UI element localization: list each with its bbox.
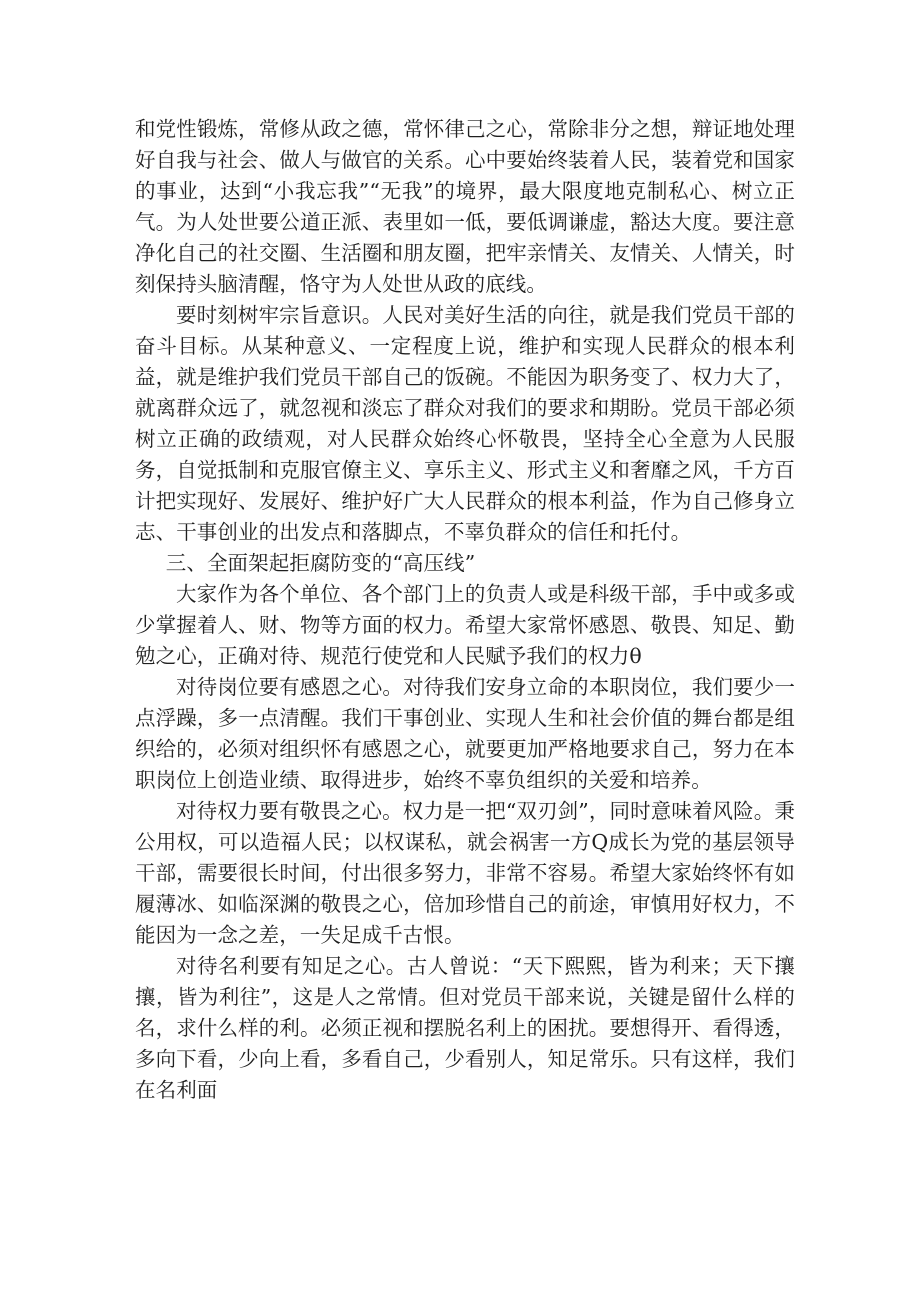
paragraph-party-spirit-continued: 和党性锻炼，常修从政之德，常怀律己之心，常除非分之想，辩证地处理好自我与社会、做人与做官的关系。心中要始终装着人民，装着党和国家的事业，达到“小我忘我”“无我”的境界，最大限度地克制私心、树立正气。为人处世要公道正派、表里如一低，要低调谦虚，豁达大度。要注意净化自己的社交圈、生活圈和朋友圈，把牢亲情关、友情关、人情关，时刻保持头脑清醒，恪守为人处世从政的底线。 <box>135 117 795 296</box>
paragraph-awe-of-power: 对待权力要有敬畏之心。权力是一把“双刃剑”，同时意味着风险。秉公用权，可以造福人民；以权谋私，就会祸害一方Q成长为党的基层领导干部，需要很长时间，付出很多努力，非常不容易。希望大家始终怀有如履薄冰、如临深渊的敬畏之心，倍加珍惜自己的前途，审慎用好权力，不能因为一念之差，一失足成千古恨。 <box>135 799 795 947</box>
paragraph-purpose-awareness: 要时刻树牢宗旨意识。人民对美好生活的向往，就是我们党员干部的奋斗目标。从某种意义、一定程度上说，维护和实现人民群众的根本利益，就是维护我们党员干部自己的饭碗。不能因为职务变了、权力大了，就离群众远了，就忽视和淡忘了群众对我们的要求和期盼。党员干部必须树立正确的政绩观，对人民群众始终心怀敬畏，坚持全心全意为人民服务，自觉抵制和克服官僚主义、享乐主义、形式主义和奢靡之风，千方百计把实现好、发展好、维护好广大人民群众的根本利益，作为自己修身立志、干事创业的出发点和落脚点，不辜负群众的信任和托付。 <box>135 303 795 544</box>
paragraph-gratitude-for-post: 对待岗位要有感恩之心。对待我们安身立命的本职岗位，我们要少一点浮躁，多一点清醒。我们干事创业、实现人生和社会价值的舞台都是组织给的，必须对组织怀有感恩之心，就要更加严格地要求自己，努力在本职岗位上创造业绩、取得进步，始终不辜负组织的关爱和培养。 <box>135 675 795 792</box>
section-heading-anti-corruption: 三、全面架起拒腐防变的“高压线” <box>165 551 476 575</box>
document-body <box>135 114 795 1106</box>
paragraph-contentment-with-fame: 对待名利要有知足之心。古人曾说：“天下熙熙，皆为利来；天下攘攘，皆为利往”，这是人之常情。但对党员干部来说，关键是留什么样的名，求什么样的利。必须正视和摆脱名利上的困扰。要想得开、看得透，多向下看，少向上看，多看自己，少看别人，知足常乐。只有这样，我们在名利面 <box>135 954 795 1102</box>
paragraph-power-intro: 大家作为各个单位、各个部门上的负责人或是科级干部，手中或多或少掌握着人、财、物等方面的权力。希望大家常怀感恩、敬畏、知足、勤勉之心，正确对待、规范行使党和人民赋予我们的权力θ <box>135 582 795 668</box>
